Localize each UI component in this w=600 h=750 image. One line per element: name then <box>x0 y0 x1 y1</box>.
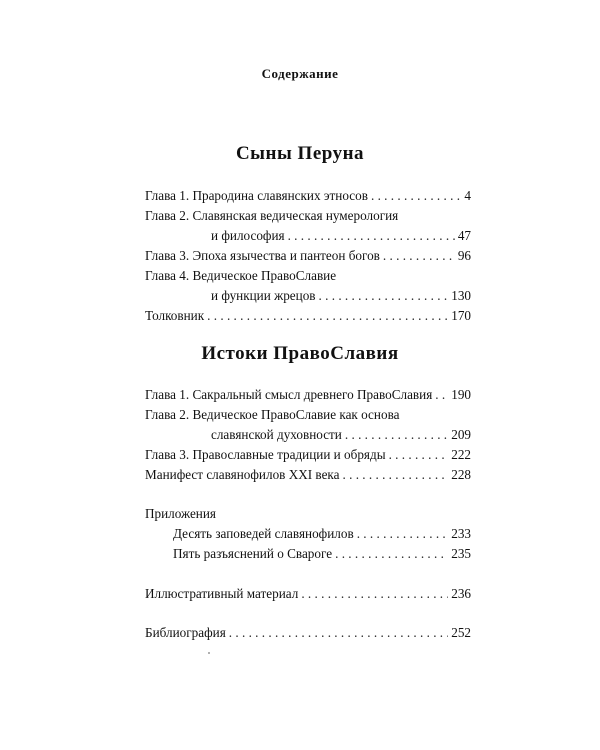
toc-entry[interactable] <box>145 425 471 445</box>
leader-dots <box>319 286 449 306</box>
leader-dots <box>288 226 455 246</box>
toc-entry[interactable] <box>145 226 471 246</box>
appendix-heading: Приложения <box>145 506 216 521</box>
toc-entry-page: 235 <box>451 546 471 561</box>
part2-title: Истоки ПравоСлавия <box>201 343 399 364</box>
toc-entry-label: Толковник <box>145 308 205 323</box>
toc-entry[interactable] <box>145 465 471 485</box>
toc-entry[interactable] <box>145 544 471 564</box>
toc-entry-page: 222 <box>451 447 471 462</box>
toc-entry-label: Библиография <box>145 625 226 640</box>
part1-toc <box>145 186 471 326</box>
toc-entry-label: Манифест славянофилов XXI века <box>145 467 340 482</box>
toc-entry[interactable] <box>145 584 471 604</box>
toc-entry-label: Глава 3. Эпоха язычества и пантеон богов <box>145 248 380 263</box>
leader-dots <box>207 306 448 326</box>
leader-dots <box>357 524 449 544</box>
toc-entry-page: 170 <box>451 308 471 323</box>
toc-entry-page: 209 <box>451 427 471 442</box>
part1-title: Сыны Перуна <box>235 143 365 164</box>
toc-entry-label: Иллюстративный материал <box>145 586 299 601</box>
toc-entry-page: 4 <box>464 188 471 203</box>
page-title: Содержание <box>261 66 339 81</box>
toc-entry[interactable] <box>145 286 471 306</box>
toc-entry[interactable] <box>145 524 471 544</box>
paper-speck <box>208 652 210 654</box>
leader-dots <box>345 425 448 445</box>
toc-entry-label-cont: и функции жрецов <box>211 288 316 303</box>
toc-entry-label: Глава 1. Прародина славянских этносов <box>145 188 368 203</box>
toc-entry-label-cont: славянской духовности <box>211 427 342 442</box>
toc-entry-page: 252 <box>451 625 471 640</box>
toc-entry-page: 130 <box>451 288 471 303</box>
toc-entry[interactable] <box>145 445 471 465</box>
toc-entry-label[interactable]: Глава 2. Ведическое ПравоСлавие как основа <box>145 407 400 422</box>
toc-entry-label: Пять разъяснений о Свароге <box>173 546 333 561</box>
toc-entry[interactable] <box>145 186 471 206</box>
toc-entry-page: 228 <box>451 467 471 482</box>
toc-entry-label: Глава 1. Сакральный смысл древнего ПравоСлавия <box>145 387 433 402</box>
toc-entry[interactable] <box>145 623 471 643</box>
toc-entry[interactable] <box>145 306 471 326</box>
leader-dots <box>343 465 449 485</box>
toc-entry[interactable] <box>145 385 471 405</box>
leader-dots <box>389 445 449 465</box>
toc-entry-label-cont: и философия <box>211 228 285 243</box>
toc-entry-page: 236 <box>451 586 471 601</box>
leader-dots <box>229 623 448 643</box>
toc-entry-page: 47 <box>457 228 471 243</box>
toc-entry-label[interactable]: Глава 4. Ведическое ПравоСлавие <box>145 268 337 283</box>
leader-dots <box>301 584 448 604</box>
toc-entry-page: 190 <box>451 387 471 402</box>
leader-dots <box>335 544 448 564</box>
toc-entry-label: Глава 3. Православные традиции и обряды <box>145 447 386 462</box>
toc-entry-label[interactable]: Глава 2. Славянская ведическая нумерология <box>145 208 399 223</box>
toc-entry-page: 96 <box>457 248 471 263</box>
toc-entry-page: 233 <box>451 526 471 541</box>
toc-entry[interactable] <box>145 246 471 266</box>
leader-dots <box>435 385 448 405</box>
part2-toc <box>145 385 471 643</box>
leader-dots <box>371 186 461 206</box>
toc-entry-label: Десять заповедей славянофилов <box>173 526 354 541</box>
leader-dots <box>383 246 455 266</box>
